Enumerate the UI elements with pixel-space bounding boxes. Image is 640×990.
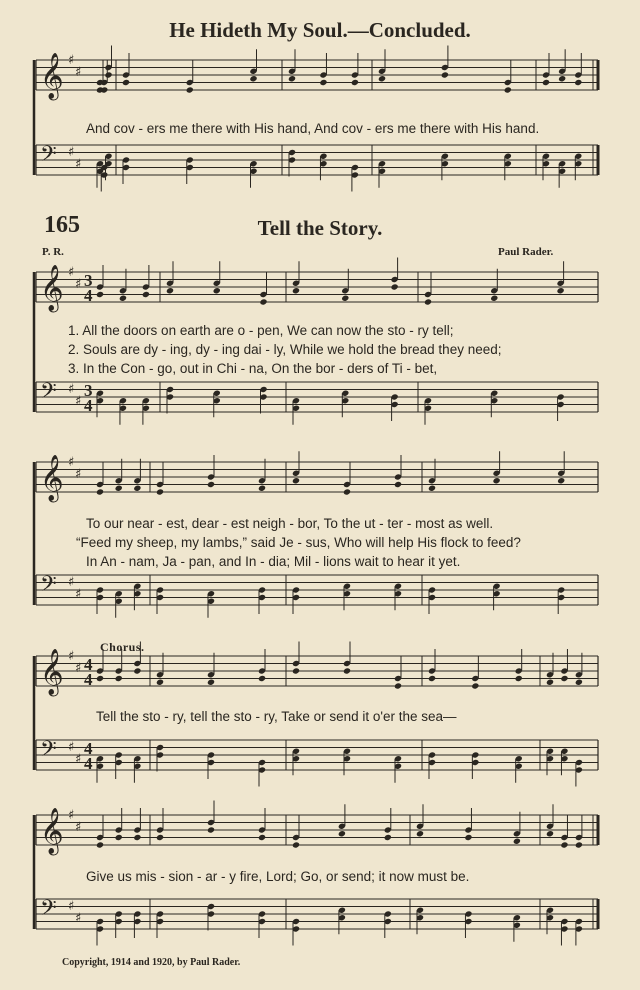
copyright-notice: Copyright, 1914 and 1920, by Paul Rader. xyxy=(62,957,241,968)
notehead xyxy=(96,841,104,848)
lyric-verse1-line1: 1. All the doors on earth are o - pen, We can now the sto - ry tell; xyxy=(68,323,454,338)
bass-clef: 𝄢 xyxy=(40,572,57,602)
notehead xyxy=(213,287,221,294)
lyric-verse2-line1: 2. Souls are dy - ing, dy - ing dai - ly, While we hold the bread they need; xyxy=(68,342,502,357)
notehead xyxy=(115,834,123,841)
sharp-sign: ♯ xyxy=(75,587,82,602)
notehead xyxy=(441,71,449,78)
notehead xyxy=(343,667,351,674)
notehead xyxy=(546,830,554,837)
notehead xyxy=(288,75,296,82)
treble-clef: 𝄞 xyxy=(40,808,64,854)
sharp-sign: ♯ xyxy=(75,820,82,835)
notehead xyxy=(416,830,424,837)
notehead xyxy=(115,675,123,682)
notehead xyxy=(560,841,568,848)
time-signature-top: 3 xyxy=(84,271,93,290)
notehead xyxy=(574,79,582,86)
lyric-verse3-line1: 3. In the Con - go, out in Chi - na, On the bor - ders of Ti - bet, xyxy=(68,361,438,376)
treble-clef: 𝄞 xyxy=(40,455,64,501)
lyric-chorus-line1: Tell the sto - ry, tell the sto - ry, Take or send it o'er the sea— xyxy=(96,709,457,724)
notehead xyxy=(249,75,257,82)
notehead xyxy=(394,481,402,488)
notehead xyxy=(493,477,501,484)
lyric-verse2-line2: “Feed my sheep, my lambs,” said Je - sus, Who will help His flock to feed? xyxy=(76,535,521,550)
notehead xyxy=(96,675,104,682)
notehead xyxy=(391,283,399,290)
notehead xyxy=(513,838,521,845)
notehead xyxy=(557,477,565,484)
notehead xyxy=(133,667,141,674)
notehead xyxy=(259,298,267,305)
bass-clef: 𝄢 xyxy=(40,379,57,409)
notehead xyxy=(378,75,386,82)
notehead xyxy=(351,79,359,86)
time-signature-top: 4 xyxy=(84,739,93,758)
chorus-label: Chorus. xyxy=(100,640,145,654)
notehead xyxy=(504,86,512,93)
time-signature-bottom: 4 xyxy=(84,754,93,773)
sharp-sign: ♯ xyxy=(68,649,75,664)
notehead xyxy=(394,682,402,689)
notehead xyxy=(186,86,194,93)
lyric-chorus-line2: Give us mis - sion - ar - y fire, Lord; Go, or send; it now must be. xyxy=(86,869,470,884)
notehead xyxy=(341,295,349,302)
notehead xyxy=(471,682,479,689)
notehead xyxy=(96,291,104,298)
lyric-line-concluded: And cov - ers me there with His hand, And cov - ers me there with His hand. xyxy=(86,121,540,136)
notehead xyxy=(258,675,266,682)
sharp-sign: ♯ xyxy=(68,455,75,470)
notehead xyxy=(490,295,498,302)
time-signature-top: 4 xyxy=(84,655,93,674)
notehead xyxy=(133,834,141,841)
notehead xyxy=(292,841,300,848)
notehead xyxy=(207,679,215,686)
notehead xyxy=(546,679,554,686)
sharp-sign: ♯ xyxy=(75,911,82,926)
notehead xyxy=(575,841,583,848)
notehead xyxy=(292,287,300,294)
notehead xyxy=(558,75,566,82)
sharp-sign: ♯ xyxy=(68,145,75,160)
treble-clef: 𝄞 xyxy=(40,265,64,311)
notehead xyxy=(384,834,392,841)
notehead xyxy=(542,79,550,86)
notehead xyxy=(424,298,432,305)
sharp-sign: ♯ xyxy=(75,467,82,482)
notehead xyxy=(133,485,141,492)
sharp-sign: ♯ xyxy=(75,394,82,409)
sharp-sign: ♯ xyxy=(68,740,75,755)
notehead xyxy=(142,291,150,298)
notehead xyxy=(428,485,436,492)
hymn-title: Tell the Story. xyxy=(257,216,383,240)
time-signature-top: 3 xyxy=(84,381,93,400)
lyric-verse1-line2: To our near - est, dear - est neigh - bor, To the ut - ter - most as well. xyxy=(86,516,494,531)
sharp-sign: ♯ xyxy=(68,808,75,823)
hymn-number: 165 xyxy=(44,212,80,238)
notehead xyxy=(156,488,164,495)
notehead xyxy=(343,488,351,495)
treble-clef: 𝄞 xyxy=(40,53,64,99)
notehead xyxy=(166,287,174,294)
sharp-sign: ♯ xyxy=(68,53,75,68)
sharp-sign: ♯ xyxy=(75,661,82,676)
notehead xyxy=(515,675,523,682)
time-signature-bottom: 4 xyxy=(84,670,93,689)
sharp-sign: ♯ xyxy=(75,157,82,172)
notehead xyxy=(258,834,266,841)
sharp-sign: ♯ xyxy=(68,575,75,590)
author-credit: Paul Rader. xyxy=(498,246,554,258)
bass-clef: 𝄢 xyxy=(40,896,57,926)
notehead xyxy=(557,287,565,294)
notehead xyxy=(428,675,436,682)
composer-initials: P. R. xyxy=(42,246,64,258)
sharp-sign: ♯ xyxy=(75,65,82,80)
notehead xyxy=(292,477,300,484)
time-signature-bottom: 4 xyxy=(84,396,93,415)
sharp-sign: ♯ xyxy=(75,752,82,767)
sharp-sign: ♯ xyxy=(75,277,82,292)
notehead xyxy=(464,834,472,841)
bass-clef: 𝄢 xyxy=(40,142,57,172)
bass-clef: 𝄢 xyxy=(40,737,57,767)
time-signature-bottom: 4 xyxy=(84,286,93,305)
notehead xyxy=(122,79,130,86)
notehead xyxy=(207,481,215,488)
notehead xyxy=(156,679,164,686)
treble-clef: 𝄞 xyxy=(40,649,64,695)
notehead xyxy=(119,295,127,302)
notehead xyxy=(292,667,300,674)
notehead xyxy=(96,488,104,495)
notehead xyxy=(207,826,215,833)
sharp-sign: ♯ xyxy=(68,899,75,914)
notehead xyxy=(258,485,266,492)
notehead xyxy=(104,71,112,78)
notehead xyxy=(338,830,346,837)
concluded-hymn-title: He Hideth My Soul.—Concluded. xyxy=(169,18,471,42)
notehead xyxy=(560,675,568,682)
notehead xyxy=(575,679,583,686)
sharp-sign: ♯ xyxy=(68,382,75,397)
lyric-verse3-line2: In An - nam, Ja - pan, and In - dia; Mil - lions wait to hear it yet. xyxy=(86,554,461,569)
notehead xyxy=(115,485,123,492)
notehead xyxy=(319,79,327,86)
notehead xyxy=(156,834,164,841)
sharp-sign: ♯ xyxy=(68,265,75,280)
